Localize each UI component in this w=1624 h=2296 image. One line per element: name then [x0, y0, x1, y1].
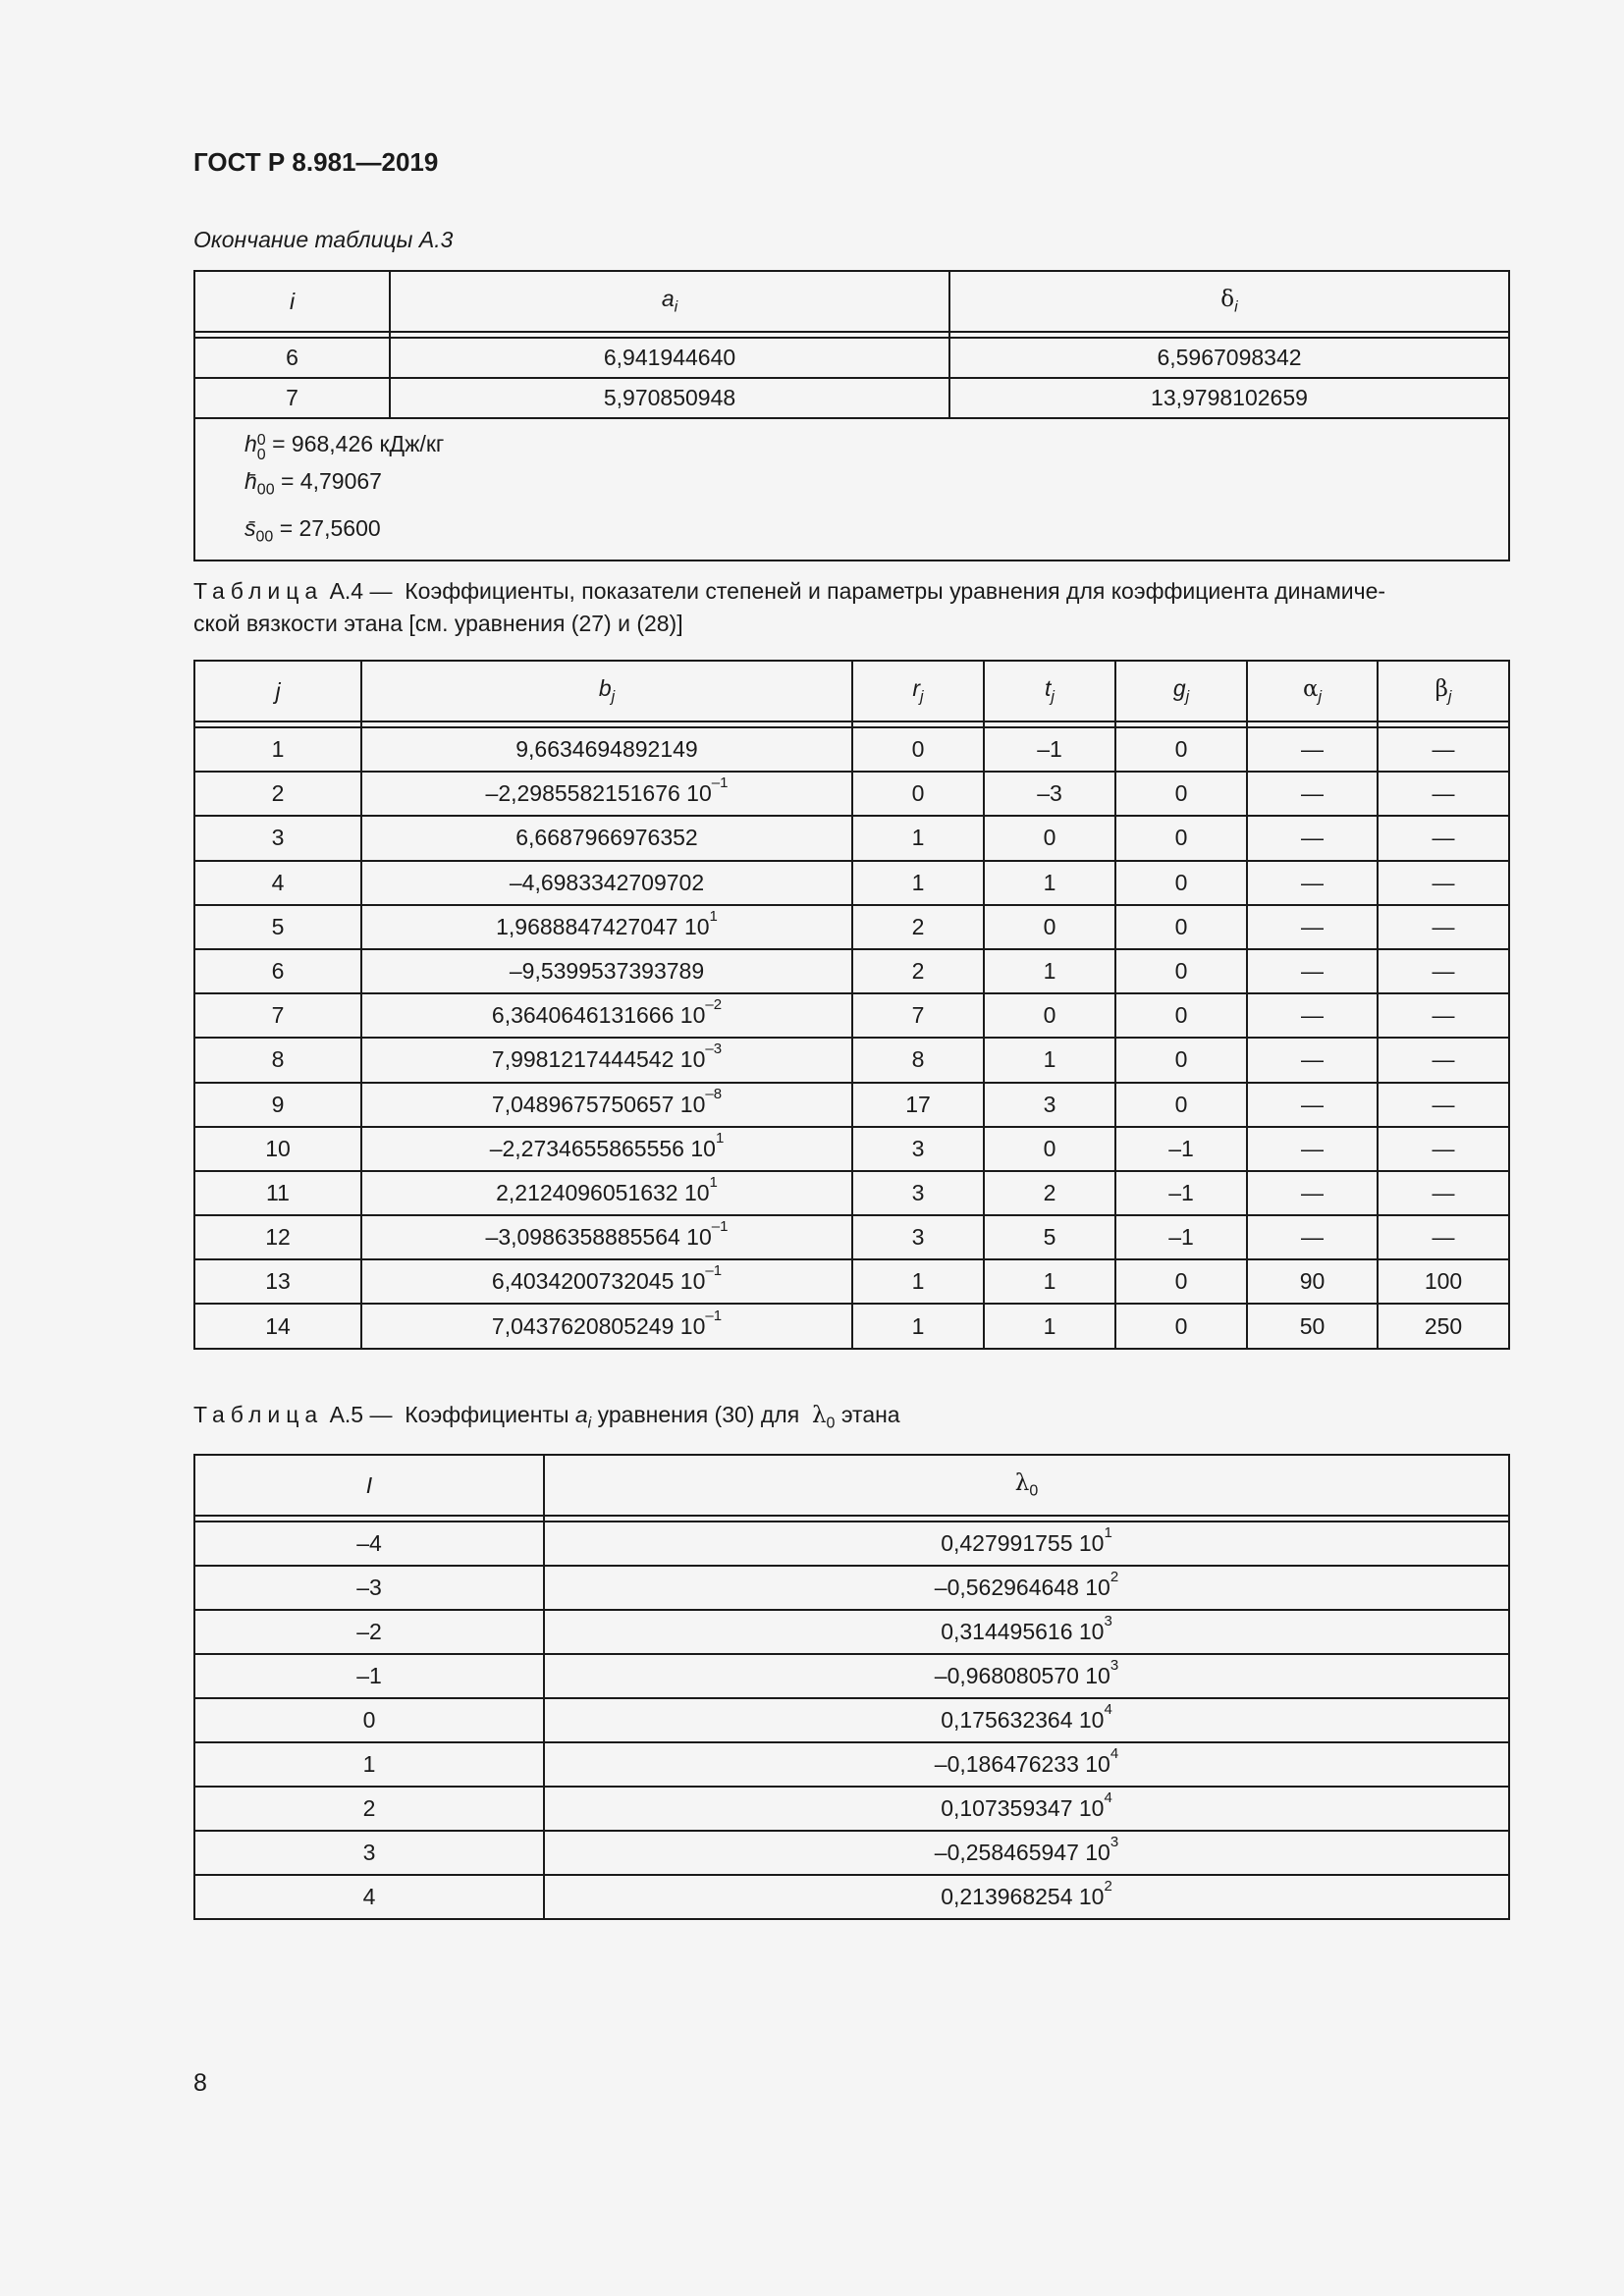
table-cell: 100 [1378, 1259, 1509, 1304]
table-cell: –1 [984, 727, 1115, 772]
document-header: ГОСТ Р 8.981—2019 [193, 147, 439, 177]
table-cell: — [1378, 1127, 1509, 1171]
page-number: 8 [193, 2069, 207, 2097]
table-cell: –0,968080570 $10^3$ [544, 1654, 1509, 1698]
column-header: $r_j$ [852, 661, 984, 721]
table-row [194, 1215, 1509, 1259]
table-row [194, 1831, 1509, 1875]
table-row [194, 1654, 1509, 1698]
table-cell: 0 [852, 727, 984, 772]
table-cell: 4 [194, 861, 361, 905]
table-cell: 0,107359347 $10^4$ [544, 1787, 1509, 1831]
table-cell: 0,213968254 $10^2$ [544, 1875, 1509, 1919]
table-cell: 1 [984, 861, 1115, 905]
table-cell: 1 [194, 1742, 544, 1787]
table-cell: — [1378, 1083, 1509, 1127]
note-line: $s̄_{00} = 27,5600$ [244, 514, 381, 546]
table-cell: — [1247, 993, 1378, 1038]
table-cell: 10 [194, 1127, 361, 1171]
table-cell: 50 [1247, 1304, 1378, 1348]
column-header: j [194, 661, 361, 721]
table-cell: 0 [1115, 727, 1247, 772]
table-cell: 0 [1115, 816, 1247, 860]
table-a3-notes [194, 418, 1509, 561]
column-header: $g_j$ [1115, 661, 1247, 721]
table-row [194, 1038, 1509, 1082]
table-cell: 2 [852, 905, 984, 949]
table-cell: — [1378, 1215, 1509, 1259]
table-cell: 0 [984, 993, 1115, 1038]
table-cell: 3 [852, 1171, 984, 1215]
table-cell: 6,941944640 [390, 338, 949, 378]
table-cell: 5 [984, 1215, 1115, 1259]
table-cell: 4 [194, 1875, 544, 1919]
table-cell: — [1378, 905, 1509, 949]
table-a4 [193, 660, 1510, 1350]
table-cell: 11 [194, 1171, 361, 1215]
table-cell: 0 [984, 905, 1115, 949]
header-a: $a_i$ [390, 271, 949, 332]
table-cell: 6,4034200732045 $10^{-1}$ [361, 1259, 852, 1304]
table-cell: 1 [852, 861, 984, 905]
table-cell: 6 [194, 338, 390, 378]
table-cell: 7 [194, 993, 361, 1038]
table-cell: 14 [194, 1304, 361, 1348]
header-i: I [194, 1455, 544, 1516]
table-cell: 1,9688847427047 $10^1$ [361, 905, 852, 949]
table-cell: 9,6634694892149 [361, 727, 852, 772]
table-row [194, 1083, 1509, 1127]
table-cell: 0 [1115, 993, 1247, 1038]
table-cell: –2,2985582151676 $10^{-1}$ [361, 772, 852, 816]
table-cell: 0 [1115, 949, 1247, 993]
table-cell: — [1247, 1127, 1378, 1171]
column-header: $b_j$ [361, 661, 852, 721]
header-delta: $\delta_i$ [949, 271, 1509, 332]
table-cell: –2,2734655865556 $10^1$ [361, 1127, 852, 1171]
table-a3 [193, 270, 1510, 561]
table-cell: — [1378, 949, 1509, 993]
table-row [194, 1787, 1509, 1831]
table-row [194, 1171, 1509, 1215]
table-cell: 1 [194, 727, 361, 772]
table-cell: 6,6687966976352 [361, 816, 852, 860]
table-cell: — [1247, 727, 1378, 772]
table-row [194, 378, 1509, 418]
table-row [194, 1522, 1509, 1566]
table-cell: 2 [194, 1787, 544, 1831]
table-row [194, 905, 1509, 949]
table-cell: 2,2124096051632 $10^1$ [361, 1171, 852, 1215]
table-cell: 5,970850948 [390, 378, 949, 418]
table-cell: 7,9981217444542 $10^{-3}$ [361, 1038, 852, 1082]
table-row [194, 1304, 1509, 1348]
table-a5-caption: Таблица А.5 — Коэффициенты $a_i$ уравнения (30) для $\lambda_0$ этана [193, 1402, 900, 1432]
table-row [194, 772, 1509, 816]
table-cell: –3,0986358885564 $10^{-1}$ [361, 1215, 852, 1259]
table-cell: — [1378, 1038, 1509, 1082]
table-cell: 90 [1247, 1259, 1378, 1304]
table-cell: 0 [1115, 905, 1247, 949]
table-cell: — [1247, 861, 1378, 905]
table-cell: 0 [1115, 861, 1247, 905]
table-cell: 0 [852, 772, 984, 816]
table-cell: –4,6983342709702 [361, 861, 852, 905]
table-cell: — [1247, 905, 1378, 949]
table-row [194, 1566, 1509, 1610]
table-cell: 1 [852, 1259, 984, 1304]
table-cell: 8 [194, 1038, 361, 1082]
table-a4-caption: Таблица А.4 — Коэффициенты, показатели степеней и параметры уравнения для коэффициента динамиче- ской вязкости этана [см. уравнения (27) и (28)] [193, 578, 1386, 636]
table-cell: 0 [1115, 772, 1247, 816]
table-cell: 0 [1115, 1083, 1247, 1127]
table-cell: 0 [1115, 1304, 1247, 1348]
table-cell: — [1247, 816, 1378, 860]
table-cell: 7,0489675750657 $10^{-8}$ [361, 1083, 852, 1127]
table-row [194, 816, 1509, 860]
table-cell: 1 [984, 1304, 1115, 1348]
table-cell: –4 [194, 1522, 544, 1566]
table-cell: — [1247, 1083, 1378, 1127]
table-cell: — [1378, 993, 1509, 1038]
table-cell: 0,175632364 $10^4$ [544, 1698, 1509, 1742]
table-cell: 17 [852, 1083, 984, 1127]
table-row [194, 1259, 1509, 1304]
table-row [194, 338, 1509, 378]
table-cell: –1 [194, 1654, 544, 1698]
table-cell: 13 [194, 1259, 361, 1304]
table-cell: 7 [852, 993, 984, 1038]
table-cell: — [1247, 772, 1378, 816]
table-cell: 0 [194, 1698, 544, 1742]
header-i: i [194, 271, 390, 332]
note-line: $h̄_{00} = 4,79067$ [244, 468, 382, 499]
table-cell: 7 [194, 378, 390, 418]
table-cell: — [1378, 816, 1509, 860]
table-cell: –0,258465947 $10^3$ [544, 1831, 1509, 1875]
table-row [194, 727, 1509, 772]
table-cell: –1 [1115, 1171, 1247, 1215]
table-cell: 1 [852, 1304, 984, 1348]
table-cell: 6,5967098342 [949, 338, 1509, 378]
table-cell: 12 [194, 1215, 361, 1259]
table-cell: 250 [1378, 1304, 1509, 1348]
table-cell: 9 [194, 1083, 361, 1127]
table-cell: — [1247, 1038, 1378, 1082]
table-cell: –0,186476233 $10^4$ [544, 1742, 1509, 1787]
table-cell: — [1247, 1215, 1378, 1259]
table-cell: 0,314495616 $10^3$ [544, 1610, 1509, 1654]
table-row [194, 861, 1509, 905]
table-row [194, 1610, 1509, 1654]
table-cell: 3 [194, 816, 361, 860]
table-a5 [193, 1454, 1510, 1920]
table-cell: –3 [984, 772, 1115, 816]
column-header: $\alpha_j$ [1247, 661, 1378, 721]
table-a3-caption: Окончание таблицы А.3 [193, 227, 454, 252]
table-row [194, 1127, 1509, 1171]
table-cell: 1 [984, 1038, 1115, 1082]
table-cell: 2 [984, 1171, 1115, 1215]
table-cell: — [1247, 1171, 1378, 1215]
table-cell: 1 [852, 816, 984, 860]
table-row [194, 1875, 1509, 1919]
table-cell: 1 [984, 949, 1115, 993]
table-cell: 3 [984, 1083, 1115, 1127]
table-cell: 7,0437620805249 $10^{-1}$ [361, 1304, 852, 1348]
table-cell: –0,562964648 $10^2$ [544, 1566, 1509, 1610]
table-cell: 5 [194, 905, 361, 949]
table-cell: 2 [194, 772, 361, 816]
table-row [194, 993, 1509, 1038]
table-cell: 6 [194, 949, 361, 993]
table-cell: –1 [1115, 1127, 1247, 1171]
table-cell: 0 [984, 816, 1115, 860]
table-cell: 1 [984, 1259, 1115, 1304]
table-cell: — [1378, 727, 1509, 772]
note-line: h 0 0 = 968,426 кДж/кг [244, 431, 445, 463]
table-cell: 3 [194, 1831, 544, 1875]
table-cell: –3 [194, 1566, 544, 1610]
table-cell: 6,3640646131666 $10^{-2}$ [361, 993, 852, 1038]
table-cell: 3 [852, 1127, 984, 1171]
table-cell: 0,427991755 $10^1$ [544, 1522, 1509, 1566]
table-cell: 0 [1115, 1259, 1247, 1304]
table-cell: 3 [852, 1215, 984, 1259]
table-cell: –2 [194, 1610, 544, 1654]
column-header: $\beta_j$ [1378, 661, 1509, 721]
table-row [194, 949, 1509, 993]
table-cell: 8 [852, 1038, 984, 1082]
table-cell: — [1378, 1171, 1509, 1215]
table-cell: –1 [1115, 1215, 1247, 1259]
table-row [194, 1742, 1509, 1787]
table-cell: 2 [852, 949, 984, 993]
table-cell: — [1247, 949, 1378, 993]
header-lambda: $\lambda_0$ [544, 1455, 1509, 1516]
table-row [194, 1698, 1509, 1742]
table-cell: 0 [1115, 1038, 1247, 1082]
table-cell: — [1378, 772, 1509, 816]
table-cell: 0 [984, 1127, 1115, 1171]
column-header: $t_j$ [984, 661, 1115, 721]
table-cell: –9,5399537393789 [361, 949, 852, 993]
table-cell: 13,9798102659 [949, 378, 1509, 418]
table-cell: — [1378, 861, 1509, 905]
